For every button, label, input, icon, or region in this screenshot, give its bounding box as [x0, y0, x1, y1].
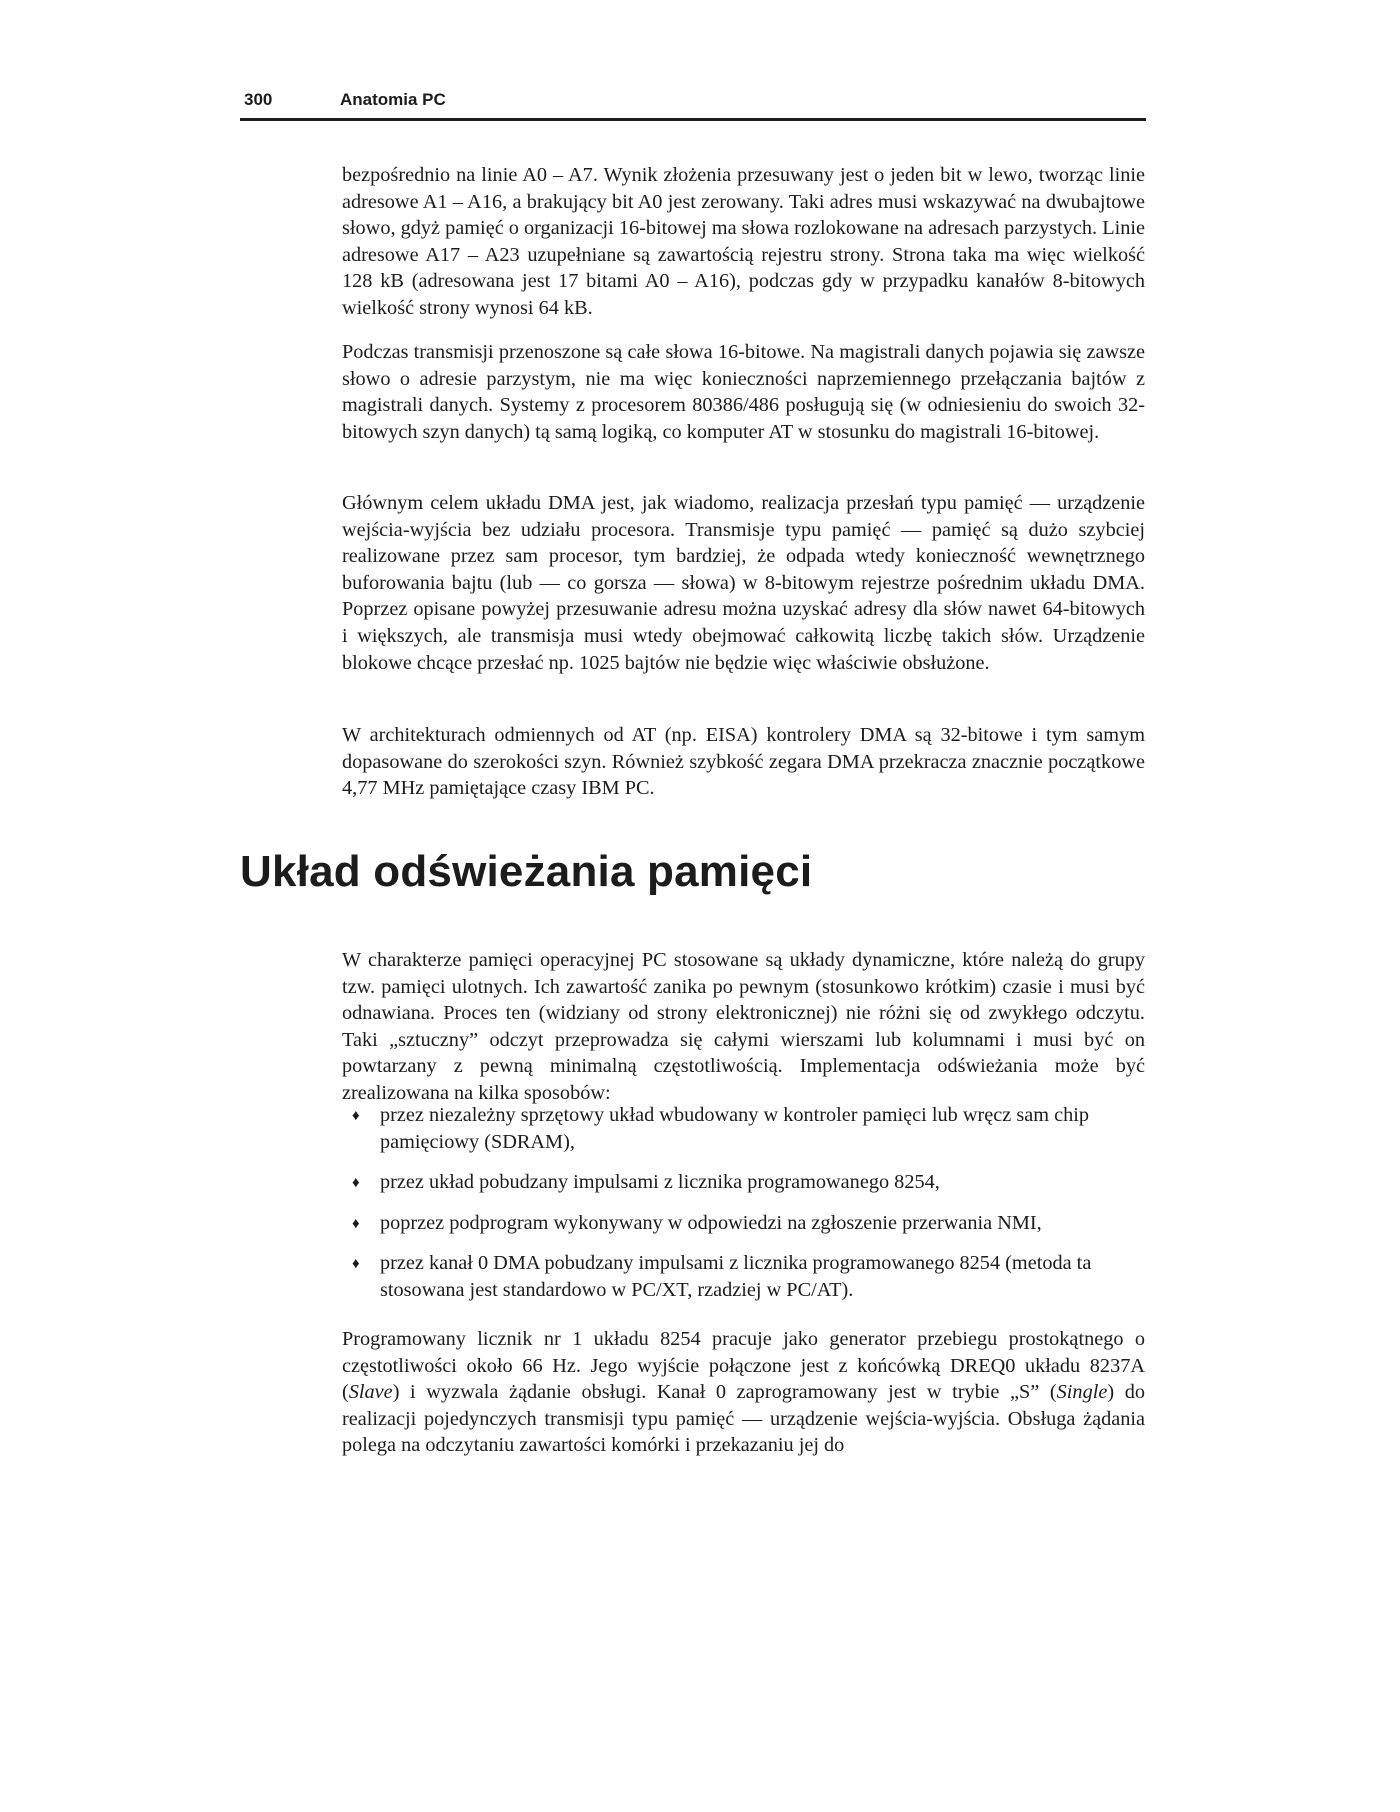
list-item: [352, 1250, 1142, 1303]
page-number: 300: [244, 90, 273, 109]
diamond-bullet-icon: ♦: [352, 1256, 360, 1273]
list-item-text: przez kanał 0 DMA pobudzany impulsami z licznika programowanego 8254 (metoda ta stosowana jest standardowo w PC/XT, rzadziej w PC/AT).: [380, 1252, 1092, 1301]
paragraph-16bit-transfer: Podczas transmisji przenoszone są całe słowa 16-bitowe. Na magistrali danych pojawia się zawsze słowo o adresie parzystym, nie ma więc konieczności naprzemiennego przełączania bajtów z magistrali danych. Systemy z procesorem 80386/486 posługują się (w odniesieniu do swoich 32-bitowych szyn danych) tą samą logiką, co komputer AT w stosunku do magistrali 16-bitowej.: [342, 341, 1145, 443]
paragraph-dma-purpose: Głównym celem układu DMA jest, jak wiadomo, realizacja przesłań typu pamięć — urządzenie wejścia-wyjścia bez udziału procesora. Transmisje typu pamięć — pamięć są dużo szybciej realizowane przez sam procesor, tym bardziej, że odpada wtedy konieczność wewnętrznego buforowania bajtu (lub — co gorsza — słowa) w 8-bitowym rejestrze pośrednim układu DMA. Poprzez opisane powyżej przesuwanie adresu można uzyskać adresy dla słów nawet 64-bitowych i większych, ale transmisja musi wtedy obejmować całkowitą liczbę takich słów. Urządzenie blokowe chcące przesłać np. 1025 bajtów nie będzie więc właściwie obsłużone.: [342, 492, 1145, 674]
diamond-bullet-icon: ♦: [352, 1108, 360, 1124]
paragraph-address-lines: bezpośrednio na linie A0 – A7. Wynik złożenia przesuwany jest o jeden bit w lewo, tworząc linie adresowe A1 – A16, a brakujący bit A0 jest zerowany. Taki adres musi wskazywać na dwubajtowe słowo, gdyż pamięć o organizacji 16-bitowej ma słowa rozlokowane na adresach parzystych. Linie adresowe A17 – A23 uzupełniane są zawartością rejestru strony. Strona taka ma więc wielkość 128 kB (adresowana jest 17 bitami A0 – A16), podczas gdy w przypadku kanałów 8-bitowych wielkość strony wynosi 64 kB.: [342, 164, 1145, 319]
list-item: [352, 1102, 1142, 1155]
paragraph-text: ) do realizacji pojedynczych transmisji typu pamięć — urządzenie wejścia-wyjścia. Obsługa żądania polega na odczytaniu zawartości komórki i przekazaniu jej do: [342, 1381, 1146, 1457]
paragraph-refresh-intro: W charakterze pamięci operacyjnej PC stosowane są układy dynamiczne, które należą do grupy tzw. pamięci ulotnych. Ich zawartość zanika po pewnym (stosunkowo krótkim) czasie i musi być odnawiana. Proces ten (widziany od strony elektronicznej) nie różni się od zwykłego odczytu. Taki „sztuczny” odczyt przeprowadza się całymi wierszami lub kolumnami i musi być on powtarzany z pewną minimalną częstotliwością. Implementacja odświeżania może być zrealizowana na kilka sposobów:: [342, 949, 1145, 1104]
single-term: Single: [1056, 1381, 1108, 1404]
diamond-bullet-icon: ♦: [352, 1215, 360, 1232]
list-item: [352, 1169, 1142, 1196]
list-item: [352, 1210, 1142, 1237]
diamond-bullet-icon: ♦: [352, 1175, 360, 1192]
list-item-text: przez niezależny sprzętowy układ wbudowany w kontroler pamięci lub wręcz sam chip pamięciowy (SDRAM),: [380, 1104, 1090, 1153]
book-title: Anatomia PC: [340, 90, 446, 109]
paragraph-text: Programowany licznik nr 1 układu 8254 pracuje jako generator przebiegu prostokątnego o częstotliwości około 66 Hz. Jego wyjście połączone jest z końcówką DREQ0 układu 8237A (: [342, 1328, 1145, 1404]
paragraph-text: ) i wyzwala żądanie obsługi. Kanał 0 zaprogramowany jest w trybie „S” (: [392, 1381, 1057, 1404]
running-header: [240, 88, 1146, 121]
slave-term: Slave: [348, 1381, 393, 1404]
list-item-text: poprzez podprogram wykonywany w odpowiedzi na zgłoszenie przerwania NMI,: [380, 1211, 1042, 1234]
paragraph-other-architectures: W architekturach odmiennych od AT (np. EISA) kontrolery DMA są 32-bitowe i tym samym dopasowane do szerokości szyn. Również szybkość zegara DMA przekracza znacznie początkowe 4,77 MHz pamiętające czasy IBM PC.: [342, 724, 1145, 800]
section-heading: Układ odświeżania pamięci: [240, 847, 813, 896]
paragraph-counter-8254: [342, 1326, 1145, 1459]
refresh-methods-list: [352, 1102, 1142, 1318]
list-item-text: przez układ pobudzany impulsami z licznika programowanego 8254,: [380, 1171, 940, 1194]
